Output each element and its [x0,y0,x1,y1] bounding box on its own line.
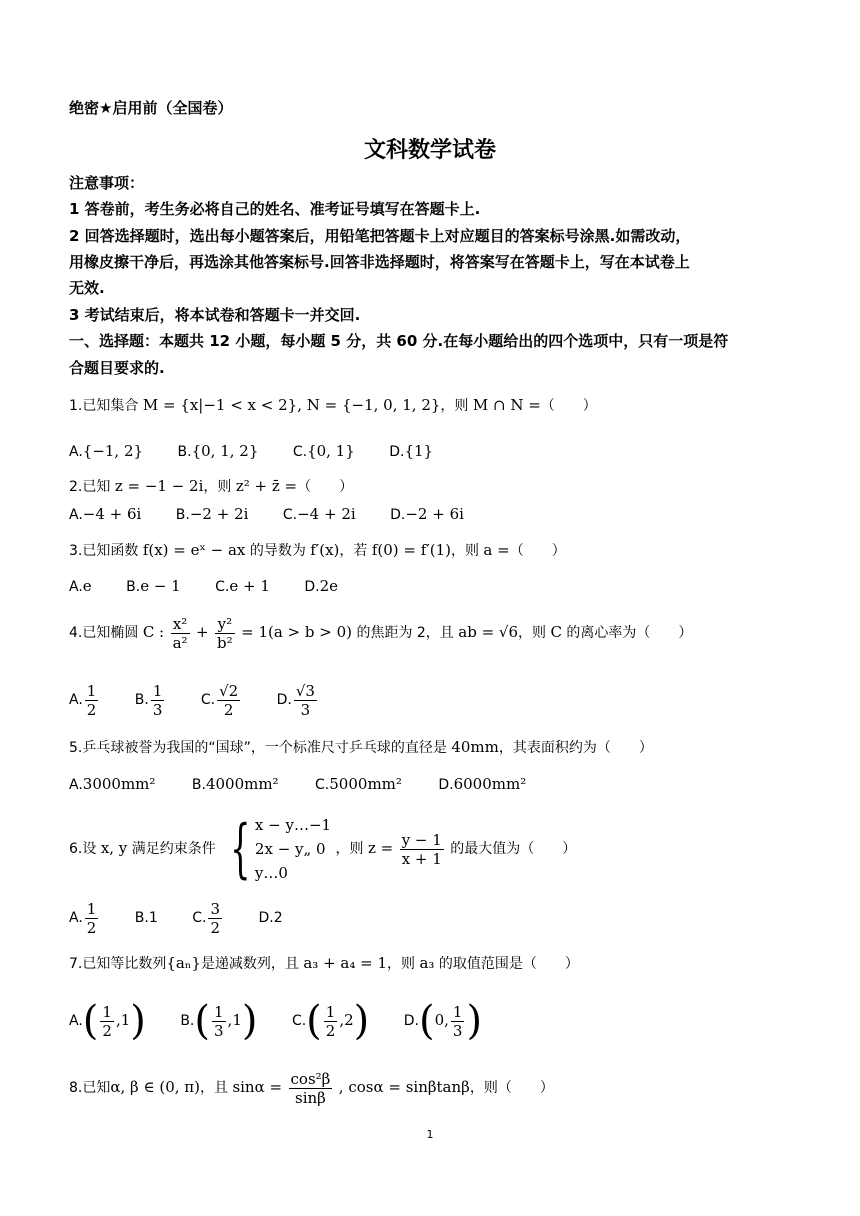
notice-item: 用橡皮擦干净后，再选涂其他答案标号.回答非选择题时，将答案写在答题卡上，写在本试卷上 [69,253,690,271]
option-d[interactable]: D.6000mm² [438,775,527,793]
question-4-options [69,680,349,720]
question-5: 5.乒乓球被誉为我国的“国球”，一个标准尺寸乒乓球的直径是 40mm，其表面积约为（ ） [69,738,653,756]
option-a[interactable]: A.( $\frac{1}{2}$ ,1) [69,998,146,1044]
question-8: 8.已知α, β ∈ (0, π)，且 sinα = $\frac{\text{cos²β}}{\sin\beta}$ , cosα = sinβtanβ，则（ ） [69,1069,554,1107]
option-c[interactable]: C. $\frac{√2}{2}$ [200,681,239,719]
option-c[interactable]: C.( $\frac{1}{2}$ ,2) [291,998,370,1044]
option-c[interactable]: C. $\frac{3}{2}$ [192,899,220,937]
question-4: 4.已知椭圆 C : $\frac{\text{x²}}{\text{a²}}$ + $\frac{\text{y²}}{\text{b²}}$ = 1(a > b > 0) 的焦距为 2，且 ab = √6，则 C 的离心率为（ ） [69,614,693,652]
option-a[interactable]: A. $\frac{1}{2}$ [69,899,97,937]
option-d[interactable]: D.2e [304,577,339,595]
notice-item: 1 答卷前，考生务必将自己的姓名、准考证号填写在答题卡上. [69,200,481,218]
option-d[interactable]: D. $\frac{√3}{3}$ [276,681,315,719]
constraint-system: { x − y…−1 2x − y„ 0 y…0 [230,812,332,886]
question-7: 7.已知等比数列{aₙ}是递减数列，且 a₃ + a₄ = 1，则 a₃ 的取值范围是（ ） [69,954,579,972]
option-b[interactable]: B.4000mm² [191,775,279,793]
secret-label: 绝密★启用前（全国卷） [69,99,233,117]
option-a[interactable]: A.e [69,577,92,595]
option-b[interactable]: B.( $\frac{1}{3}$ ,1) [180,998,258,1044]
question-2: 2.已知 z = −1 − 2i，则 z² + z̄ =（ ） [69,477,354,495]
notice-item: 2 回答选择题时，选出每小题答案后，用铅笔把答题卡上对应题目的答案标号涂黑.如需改动， [69,227,691,245]
option-b[interactable]: B.1 [134,910,158,926]
section-heading-cont: 合题目要求的. [69,359,165,377]
option-a[interactable]: A.−4 + 6i [69,505,142,523]
option-b[interactable]: B.−2 + 2i [175,505,249,523]
option-d[interactable]: D.(0, $\frac{1}{3}$ ) [403,998,483,1044]
option-d[interactable]: D.2 [258,910,283,926]
question-1: 1.已知集合 M = {x|−1 < x < 2}, N = {−1, 0, 1, 2}，则 M ∩ N =（ ） [69,396,597,414]
question-3-options [69,576,368,597]
option-c[interactable]: C.−4 + 2i [282,505,356,523]
option-b[interactable]: B.{0, 1, 2} [177,442,259,460]
option-b[interactable]: B.e − 1 [126,577,181,595]
option-d[interactable]: D.{1} [389,442,434,460]
notice-item: 3 考试结束后，将本试卷和答题卡一并交回. [69,306,361,324]
question-5-options [69,774,556,795]
notice-item: 无效. [69,279,105,297]
question-2-options [69,504,494,525]
option-c[interactable]: C.{0, 1} [292,442,355,460]
option-c[interactable]: C.5000mm² [315,775,402,793]
option-d[interactable]: D.−2 + 6i [390,505,464,523]
page-number: 1 [426,1128,434,1141]
fraction: $\frac{\text{x²}}{\text{a²}}$ [172,614,188,652]
option-a[interactable]: A.3000mm² [69,775,156,793]
question-1-options [69,441,463,462]
question-6: 6.设 x, y 满足约束条件 { x − y…−1 2x − y„ 0 y…0 ，则 z = $\frac{y - 1}{x + 1}$ 的最大值为（ ） [69,812,577,886]
option-b[interactable]: B. $\frac{1}{3}$ [134,681,163,719]
option-a[interactable]: A.{−1, 2} [69,442,144,460]
notice-heading: 注意事项： [69,174,145,192]
option-c[interactable]: C.e + 1 [215,577,270,595]
question-3: 3.已知函数 f(x) = eˣ − ax 的导数为 f′(x)，若 f(0) = f′(1)，则 a =（ ） [69,541,566,559]
question-6-options [69,898,313,938]
page-title: 文科数学试卷 [363,138,496,163]
question-7-options [69,998,512,1043]
section-heading: 一、选择题：本题共 12 小题，每小题 5 分，共 60 分.在每小题给出的四个选项中，只有一项是符 [69,332,729,350]
fraction: $\frac{\text{y²}}{\text{b²}}$ [217,614,233,652]
option-a[interactable]: A. $\frac{1}{2}$ [69,681,97,719]
